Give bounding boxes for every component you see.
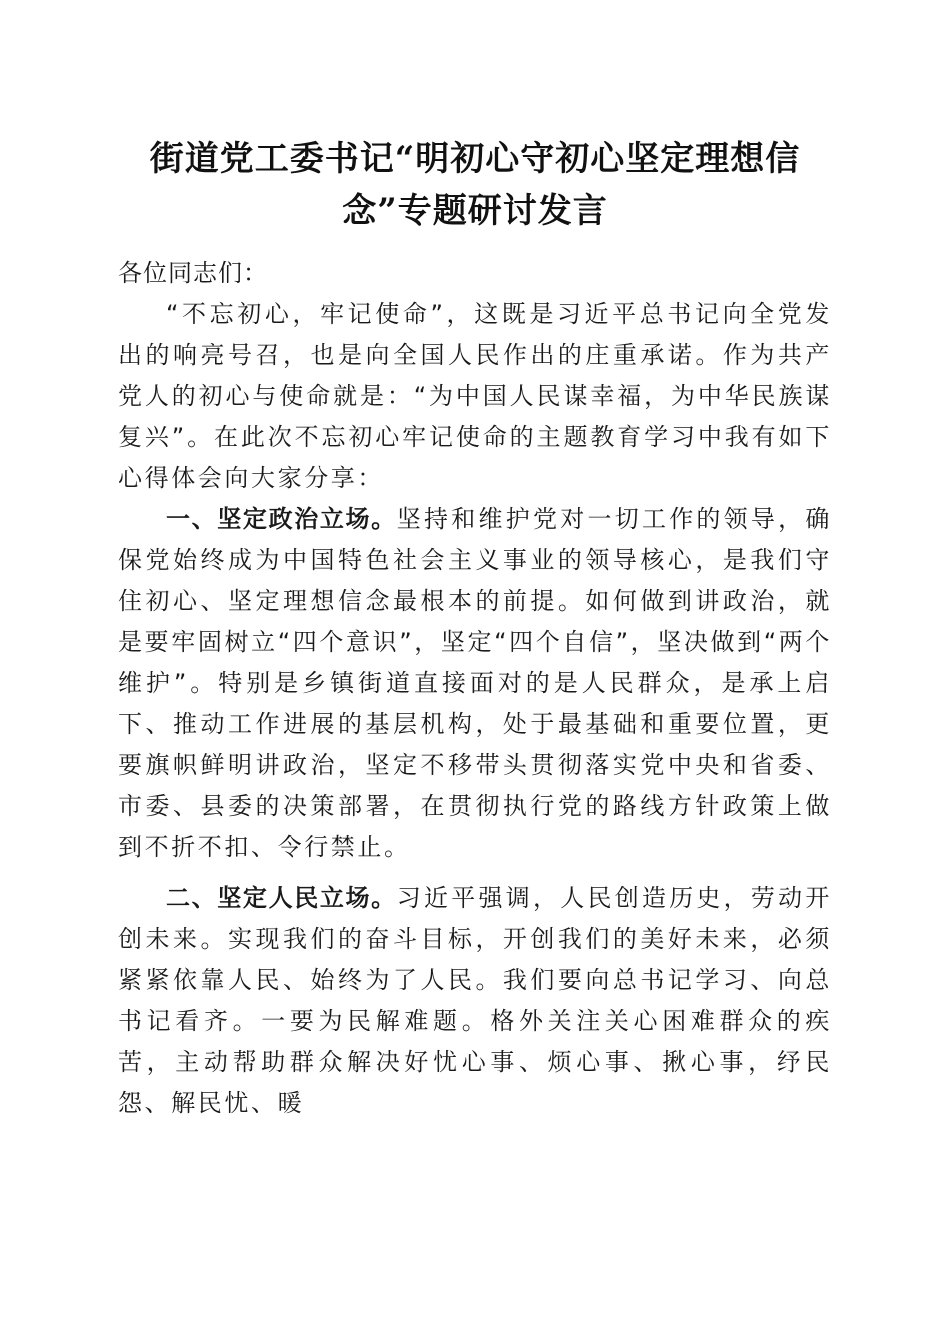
intro-paragraph: “不忘初心，牢记使命”，这既是习近平总书记向全党发出的响亮号召，也是向全国人民作出的庄重承诺。作为共产党人的初心与使命就是：“为中国人民谋幸福，为中华民族谋复兴”。在此次不忘初心牢记使命的主题教育学习中我有如下心得体会向大家分享： xyxy=(118,300,832,492)
section-text-political: 坚持和维护党对一切工作的领导，确保党始终成为中国特色社会主义事业的领导核心，是我们守住初心、坚定理想信念最根本的前提。如何做到讲政治，就是要牢固树立“四个意识”，坚定“四个自信”，坚决做到“两个维护”。特别是乡镇街道直接面对的是人民群众，是承上启下、推动工作进展的基层机构，处于最基础和重要位置，更要旗帜鲜明讲政治，坚定不移带头贯彻落实党中央和省委、市委、县委的决策部署，在贯彻执行党的路线方针政策上做到不折不扣、令行禁止。 xyxy=(118,505,832,861)
salutation: 各位同志们： xyxy=(118,259,268,287)
document-title: 街道党工委书记“明初心守初心坚定理想信念”专题研讨发言 xyxy=(149,139,801,231)
section-text-people: 习近平强调，人民创造历史，劳动开创未来。实现我们的奋斗目标，开创我们的美好未来，必须紧紧依靠人民、始终为了人民。我们要向总书记学习、向总书记看齐。一要为民解难题。格外关注关心困难群众的疾苦，主动帮助群众解决好忧心事、烦心事、揪心事，纾民怨、解民忧、暖 xyxy=(118,884,832,1117)
section-paragraph-political xyxy=(118,499,832,868)
section-heading-people: 二、坚定人民立场。 xyxy=(166,884,397,912)
section-paragraph-people xyxy=(118,878,832,1124)
document-body xyxy=(118,253,832,1124)
section-heading-political: 一、坚定政治立场。 xyxy=(166,505,397,533)
